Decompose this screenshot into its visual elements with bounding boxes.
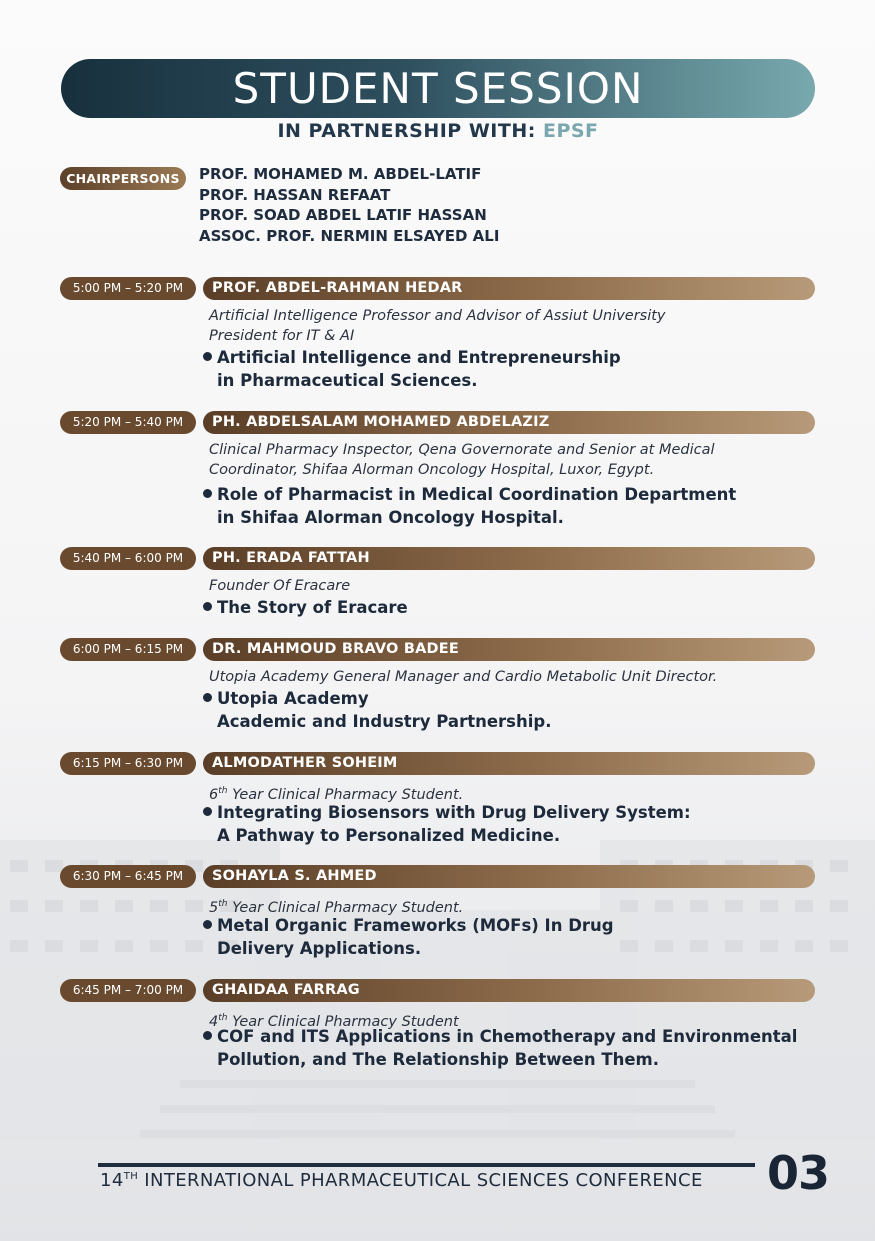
- edition-number: 14: [100, 1170, 124, 1191]
- speaker-role: [209, 667, 829, 687]
- bullet-icon: [203, 807, 212, 816]
- bullet-icon: [203, 920, 212, 929]
- talk-line: in Shifaa Alorman Oncology Hospital.: [217, 508, 564, 527]
- bullet-icon: [203, 352, 212, 361]
- partner-name: EPSF: [542, 120, 599, 142]
- role-line: President for IT & AI: [209, 328, 355, 344]
- talk-title: [203, 914, 614, 960]
- edition-ordinal: TH: [123, 1171, 139, 1182]
- speaker-name-bar: ALMODATHER SOHEIM: [203, 752, 815, 775]
- role-year: 4: [209, 1013, 219, 1030]
- chairpersons-badge: CHAIRPERSONS: [60, 167, 186, 190]
- role-text: Year Clinical Pharmacy Student: [227, 1013, 459, 1030]
- talk-title: [203, 1025, 797, 1071]
- conference-name: [100, 1170, 703, 1191]
- talk-line: Delivery Applications.: [217, 939, 422, 958]
- time-badge: 6:00 PM – 6:15 PM: [60, 638, 196, 661]
- role-line: Founder Of Eracare: [209, 578, 351, 594]
- time-badge: 5:00 PM – 5:20 PM: [60, 277, 196, 300]
- conference-title: INTERNATIONAL PHARMACEUTICAL SCIENCES CONFERENCE: [138, 1170, 703, 1191]
- chairperson-name: PROF. HASSAN REFAAT: [199, 185, 391, 204]
- talk-line: Pollution, and The Relationship Between Them.: [217, 1050, 660, 1069]
- partnership-subtitle: [61, 120, 815, 142]
- page-number: 03: [767, 1146, 830, 1200]
- bullet-icon: [203, 602, 212, 611]
- time-badge: 6:15 PM – 6:30 PM: [60, 752, 196, 775]
- bullet-icon: [203, 1031, 212, 1040]
- session-title: STUDENT SESSION: [232, 64, 644, 113]
- talk-title: [203, 596, 408, 619]
- talk-line: Artificial Intelligence and Entrepreneurship: [217, 348, 621, 367]
- role-line: Artificial Intelligence Professor and Advisor of Assiut University: [209, 308, 666, 324]
- talk-line: in Pharmaceutical Sciences.: [217, 371, 478, 390]
- role-ordinal: th: [218, 899, 228, 909]
- speaker-role: [209, 306, 829, 346]
- time-badge: 5:20 PM – 5:40 PM: [60, 411, 196, 434]
- chairperson-name: ASSOC. PROF. NERMIN ELSAYED ALI: [199, 226, 500, 245]
- talk-title: [203, 346, 621, 392]
- role-year: 5: [209, 899, 219, 916]
- speaker-name-bar: PROF. ABDEL-RAHMAN HEDAR: [203, 277, 815, 300]
- speaker-name-bar: GHAIDAA FARRAG: [203, 979, 815, 1002]
- footer-divider: [98, 1163, 755, 1167]
- speaker-name-bar: PH. ERADA FATTAH: [203, 547, 815, 570]
- talk-line: Role of Pharmacist in Medical Coordination Department: [217, 485, 737, 504]
- role-line: Coordinator, Shifaa Alorman Oncology Hospital, Luxor, Egypt.: [209, 462, 655, 478]
- speaker-name-bar: SOHAYLA S. AHMED: [203, 865, 815, 888]
- partnership-label: IN PARTNERSHIP WITH:: [277, 120, 536, 142]
- session-title-banner: [61, 59, 815, 118]
- talk-line: Utopia Academy: [217, 689, 369, 708]
- talk-line: Academic and Industry Partnership.: [217, 712, 552, 731]
- role-text: Year Clinical Pharmacy Student.: [227, 899, 464, 916]
- role-ordinal: th: [218, 1013, 228, 1023]
- chairperson-name: PROF. MOHAMED M. ABDEL-LATIF: [199, 165, 482, 183]
- time-badge: 6:45 PM – 7:00 PM: [60, 979, 196, 1002]
- speaker-name-bar: DR. MAHMOUD BRAVO BADEE: [203, 638, 815, 661]
- time-badge: 6:30 PM – 6:45 PM: [60, 865, 196, 888]
- role-text: Year Clinical Pharmacy Student.: [227, 786, 464, 803]
- talk-line: Integrating Biosensors with Drug Delivery System:: [217, 803, 691, 822]
- talk-title: [203, 687, 551, 733]
- role-year: 6: [209, 786, 219, 803]
- talk-title: [203, 801, 691, 847]
- chairpersons-list: [199, 164, 499, 246]
- talk-title: [203, 483, 736, 529]
- speaker-role: [209, 576, 829, 596]
- talk-line: COF and ITS Applications in Chemotherapy and Environmental: [217, 1027, 798, 1046]
- talk-line: The Story of Eracare: [217, 598, 408, 617]
- talk-line: A Pathway to Personalized Medicine.: [217, 826, 561, 845]
- bullet-icon: [203, 693, 212, 702]
- bullet-icon: [203, 489, 212, 498]
- chairperson-name: PROF. SOAD ABDEL LATIF HASSAN: [199, 206, 487, 224]
- role-line: Clinical Pharmacy Inspector, Qena Governorate and Senior at Medical: [209, 442, 715, 458]
- role-ordinal: th: [218, 786, 228, 796]
- talk-line: Metal Organic Frameworks (MOFs) In Drug: [217, 916, 614, 935]
- speaker-role: [209, 440, 829, 480]
- role-line: Utopia Academy General Manager and Cardio Metabolic Unit Director.: [209, 669, 718, 685]
- speaker-name-bar: PH. ABDELSALAM MOHAMED ABDELAZIZ: [203, 411, 815, 434]
- time-badge: 5:40 PM – 6:00 PM: [60, 547, 196, 570]
